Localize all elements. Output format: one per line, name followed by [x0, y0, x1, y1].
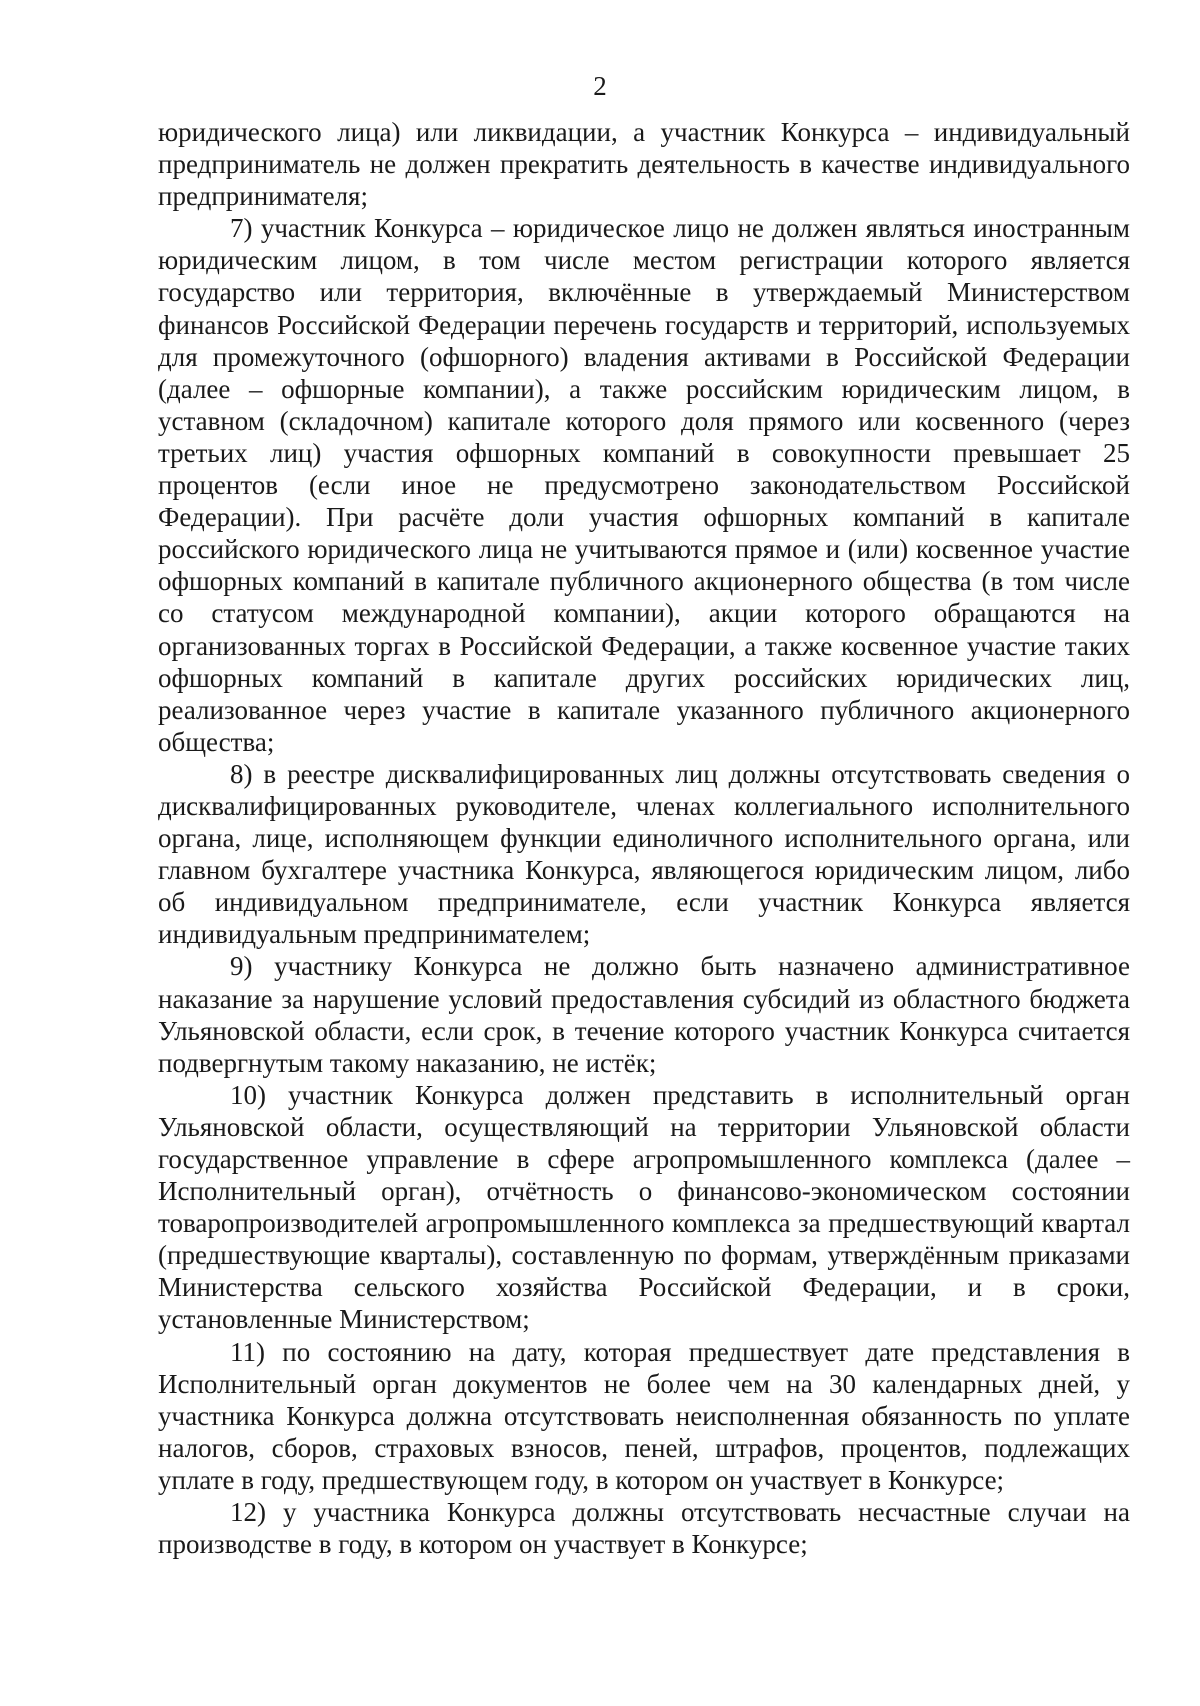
paragraph-item-9: 9) участнику Конкурса не должно быть назначено административное наказание за нарушение условий предоставления субсидий из областного бюджета Ульяновской области, если срок, в течение которого участник Конкурса считается подвергнутым такому наказанию, не истёк;: [158, 951, 1130, 1078]
paragraph-item-10: 10) участник Конкурса должен представить в исполнительный орган Ульяновской области, осуществляющий на территории Ульяновской области государственное управление в сфере агропромышленного комплекса (далее – Исполнительный орган), отчётность о финансово-экономическом состоянии товаропроизводителей агропромышленного комплекса за предшествующий квартал (предшествующие кварталы), составленную по формам, утверждённым приказами Министерства сельского хозяйства Российской Федерации, и в сроки, установленные Министерством;: [158, 1079, 1130, 1335]
paragraph-item-12: 12) у участника Конкурса должны отсутствовать несчастные случаи на производстве в году, в котором он участвует в Конкурсе;: [158, 1497, 1130, 1560]
paragraph-item-8: 8) в реестре дисквалифицированных лиц должны отсутствовать сведения о дисквалифицированных руководителе, членах коллегиального исполнительного органа, лице, исполняющем функции единоличного исполнительного органа, или главном бухгалтере участника Конкурса, являющегося юридическим лицом, либо об индивидуальном предпринимателе, если участник Конкурса является индивидуальным предпринимателем;: [158, 758, 1130, 950]
document-body: [158, 116, 1130, 1560]
paragraph-continuation: юридического лица) или ликвидации, а участник Конкурса – индивидуальный предприниматель не должен прекратить деятельность в качестве индивидуального предпринимателя;: [158, 117, 1130, 212]
page-number: 2: [593, 71, 607, 101]
paragraph-item-7: 7) участник Конкурса – юридическое лицо не должен являться иностранным юридическим лицом, в том числе местом регистрации которого является государство или территория, включённые в утверждаемый Министерством финансов Российской Федерации перечень государств и территорий, используемых для промежуточного (офшорного) владения активами в Российской Федерации (далее – офшорные компании), а также российским юридическим лицом, в уставном (складочном) капитале которого доля прямого или косвенного (через третьих лиц) участия офшорных компаний в совокупности превышает 25 процентов (если иное не предусмотрено законодательством Российской Федерации). При расчёте доли участия офшорных компаний в капитале российского юридического лица не учитываются прямое и (или) косвенное участие офшорных компаний в капитале публичного акционерного общества (в том числе со статусом международной компании), акции которого обращаются на организованных торгах в Российской Федерации, а также косвенное участие таких офшорных компаний в капитале других российских юридических лиц, реализованное через участие в капитале указанного публичного акционерного общества;: [158, 213, 1130, 757]
paragraph-item-11: 11) по состоянию на дату, которая предшествует дате представления в Исполнительный орган документов не более чем на 30 календарных дней, у участника Конкурса должна отсутствовать неисполненная обязанность по уплате налогов, сборов, страховых взносов, пеней, штрафов, процентов, подлежащих уплате в году, предшествующем году, в котором он участвует в Конкурсе;: [158, 1336, 1130, 1495]
